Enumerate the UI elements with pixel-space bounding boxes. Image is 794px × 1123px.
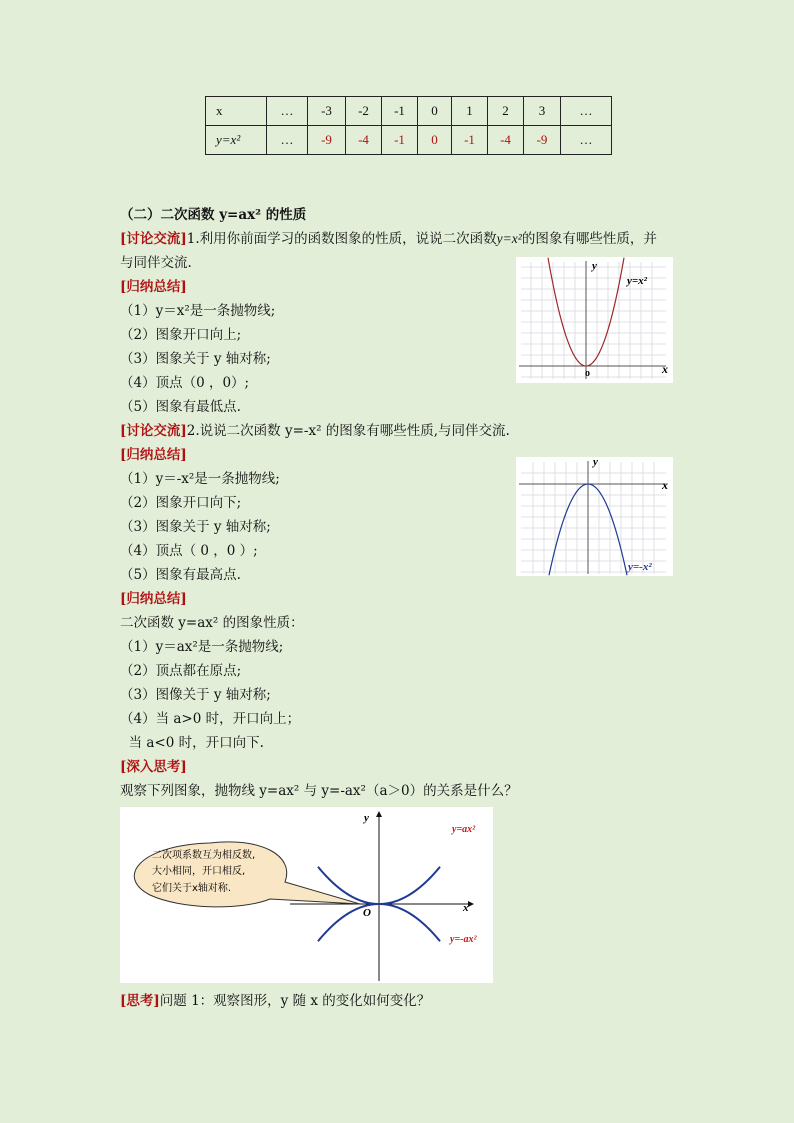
curve-label: y=-x² bbox=[628, 561, 652, 573]
table-cell: 3 bbox=[524, 97, 561, 126]
think-tag: [思考] bbox=[120, 993, 160, 1009]
summary-item: （2）图象开口向上; bbox=[120, 327, 242, 343]
summary-item: （1）y＝x²是一条抛物线; bbox=[120, 303, 276, 319]
table-cell: … bbox=[561, 126, 612, 155]
graph-y-equals-x-squared bbox=[516, 257, 673, 383]
value-table bbox=[205, 96, 612, 155]
summary-item: （3）图象关于 y 轴对称; bbox=[120, 351, 271, 367]
summary-tag: [归纳总结] bbox=[120, 447, 187, 463]
summary-item: （2）图象开口向下; bbox=[120, 495, 242, 511]
table-cell: -4 bbox=[346, 126, 382, 155]
table-row bbox=[206, 97, 612, 126]
table-cell: … bbox=[267, 126, 308, 155]
table-cell: x bbox=[206, 97, 267, 126]
table-cell: -2 bbox=[346, 97, 382, 126]
table-cell: 0 bbox=[418, 97, 452, 126]
y-axis-arrow bbox=[376, 811, 382, 817]
deep-think-tag: [深入思考] bbox=[120, 759, 187, 775]
deep-think-text: 观察下列图象，抛物线 y=ax² 与 y=-ax²（a＞0）的关系是什么？ bbox=[120, 783, 518, 799]
table-cell: -4 bbox=[488, 126, 524, 155]
y-axis-label: y bbox=[593, 457, 598, 468]
discussion-text: 2.说说二次函数 y=-x² 的图象有哪些性质,与同伴交流. bbox=[186, 423, 510, 439]
curve-label-up: y=ax² bbox=[452, 824, 476, 835]
table-cell: -3 bbox=[308, 97, 346, 126]
summary-item: （2）顶点都在原点; bbox=[120, 663, 242, 679]
summary-tag: [归纳总结] bbox=[120, 279, 187, 295]
discussion-1 bbox=[120, 230, 657, 248]
summary-item: （5）图象有最高点. bbox=[120, 567, 241, 583]
y-axis-label: y bbox=[364, 812, 369, 824]
grid bbox=[521, 462, 666, 574]
summary-item: （4）顶点（ 0 ，0 ）; bbox=[120, 543, 258, 559]
x-axis-label: x bbox=[463, 902, 469, 914]
summary-item: （1）y＝ax²是一条抛物线; bbox=[120, 639, 284, 655]
graph-opposite-parabolas bbox=[120, 807, 493, 983]
discussion-tag: [讨论交流] bbox=[120, 423, 187, 439]
summary-item: （4）当 a>0 时，开口向上； bbox=[120, 711, 301, 727]
table-cell: 1 bbox=[452, 97, 488, 126]
summary-item: （5）图象有最低点. bbox=[120, 399, 241, 415]
discussion-text: 1.利用你前面学习的函数图象的性质，说说二次函数 bbox=[186, 231, 497, 247]
think-question bbox=[120, 992, 430, 1010]
discussion-text: 的图象有哪些性质，并 bbox=[521, 231, 657, 247]
table-cell: 2 bbox=[488, 97, 524, 126]
summary-intro: 二次函数 y=ax² 的图象性质： bbox=[120, 615, 304, 631]
table-cell: -1 bbox=[382, 97, 418, 126]
summary-tag: [归纳总结] bbox=[120, 591, 187, 607]
table-cell: … bbox=[561, 97, 612, 126]
table-cell: -1 bbox=[452, 126, 488, 155]
x-axis-label: x bbox=[662, 362, 668, 376]
table-cell: y=x² bbox=[206, 126, 267, 155]
summary-item: （3）图像关于 y 轴对称; bbox=[120, 687, 271, 703]
think-text: 问题 1：观察图形，y 随 x 的变化如何变化？ bbox=[159, 993, 431, 1009]
bubble-line: 二次项系数互为相反数, bbox=[152, 850, 256, 861]
curve-label: y=x² bbox=[627, 275, 647, 287]
x-axis-arrow bbox=[468, 901, 474, 907]
curve-label-down: y=-ax² bbox=[450, 934, 477, 945]
table-cell: … bbox=[267, 97, 308, 126]
discussion-tag: [讨论交流] bbox=[120, 231, 187, 247]
bubble-line: 它们关于x轴对称. bbox=[152, 883, 232, 894]
table-row bbox=[206, 126, 612, 155]
discussion-1-cont: 与同伴交流. bbox=[120, 255, 192, 271]
x-axis-label: x bbox=[662, 478, 668, 492]
bubble-line: 大小相同，开口相反, bbox=[152, 866, 246, 877]
origin-label: o bbox=[585, 368, 590, 379]
origin-label: O bbox=[363, 907, 371, 919]
summary-item: 当 a<0 时，开口向下. bbox=[120, 735, 264, 751]
discussion-expr: y=x² bbox=[496, 231, 522, 246]
summary-item: （4）顶点（0 ，0）; bbox=[120, 375, 250, 391]
section-title: （二）二次函数 y=ax² 的性质 bbox=[120, 207, 307, 223]
discussion-2 bbox=[120, 422, 510, 440]
table-cell: -9 bbox=[524, 126, 561, 155]
table-cell: 0 bbox=[418, 126, 452, 155]
table-cell: -1 bbox=[382, 126, 418, 155]
y-axis-label: y bbox=[592, 260, 597, 272]
summary-item: （1）y＝-x²是一条抛物线; bbox=[120, 471, 280, 487]
graph-y-equals-neg-x-squared bbox=[516, 457, 673, 576]
summary-item: （3）图象关于 y 轴对称; bbox=[120, 519, 271, 535]
table-cell: -9 bbox=[308, 126, 346, 155]
